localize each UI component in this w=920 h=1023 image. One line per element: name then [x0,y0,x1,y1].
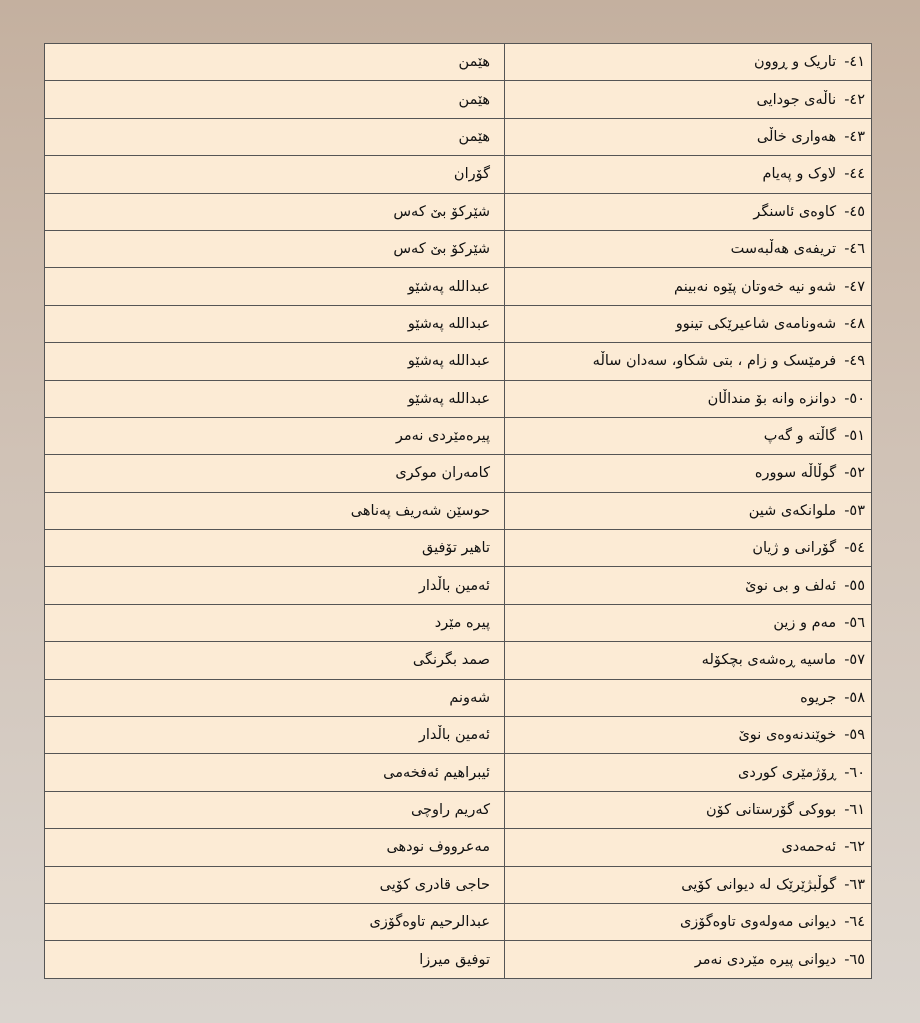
author-name: کامەران موکری [395,465,490,482]
author-cell [45,268,505,305]
row-number: ٤٦- [844,241,865,258]
book-title: تاریک و ڕوون [753,54,837,71]
book-title-cell [505,380,872,417]
book-title: دوانزه وانه بۆ منداڵان [707,390,837,407]
author-cell [45,941,505,978]
book-title: ئەلف و بی نوێ [745,577,837,594]
book-title: دیوانی مەولەوی تاوەگۆزی [679,914,837,931]
book-title-cell [505,567,872,604]
book-title-cell [505,455,872,492]
book-title: کاوەی ئاسنگر [753,203,837,220]
row-number: ٥٩- [844,727,865,744]
author-cell [45,754,505,791]
row-number: ٤٤- [844,166,865,183]
row-number: ٦٥- [844,951,865,968]
row-number: ٦٠- [844,764,865,781]
author-cell [45,866,505,903]
row-number: ٤٢- [844,91,865,108]
book-title-cell [505,156,872,193]
author-cell [45,81,505,118]
author-name: پیرەمێردی نەمر [395,428,490,445]
author-cell [45,530,505,567]
author-name: هێمن [458,91,490,108]
book-title-cell [505,754,872,791]
table-row [45,679,872,716]
author-cell [45,791,505,828]
row-number: ٥٨- [844,689,865,706]
table-row [45,717,872,754]
author-cell [45,455,505,492]
table-row [45,754,872,791]
row-number: ٦٤- [844,914,865,931]
book-title-cell [505,941,872,978]
table-row [45,866,872,903]
author-cell [45,156,505,193]
author-cell [45,567,505,604]
book-title: ناڵەی جودایی [756,91,837,108]
author-name: پیره مێرد [434,615,490,632]
row-number: ٥٦- [844,615,865,632]
row-number: ٥٥- [844,577,865,594]
book-title: گۆرانی و ژیان [752,540,837,557]
table-row [45,791,872,828]
book-title: هەواری خاڵی [756,128,837,145]
book-title: شەو نیە خەوتان پێوە نەبینم [674,278,837,295]
row-number: ٤٨- [844,315,865,332]
book-title-cell [505,492,872,529]
book-title-cell [505,230,872,267]
author-cell [45,903,505,940]
book-title: جریوه [800,689,837,706]
row-number: ٤٩- [844,353,865,370]
book-title: خوێندنەوەی نوێ [738,727,837,744]
author-name: توفیق میرزا [419,951,490,968]
author-name: ئیبراهیم ئەفخەمی [383,764,490,781]
book-title: فرمێسک و زام ، بتی شکاو، سەدان ساڵە [592,353,837,370]
author-name: ئەمین باڵدار [418,727,490,744]
author-cell [45,230,505,267]
author-name: مەعرووف نودهی [386,839,490,856]
table-row [45,305,872,342]
author-name: شەونم [449,689,490,706]
row-number: ٥٤- [844,540,865,557]
author-name: کەریم راوچی [410,802,490,818]
book-title-cell [505,193,872,230]
author-cell [45,380,505,417]
author-cell [45,829,505,866]
author-name: عبداللە پەشێو [407,353,490,370]
table-row [45,193,872,230]
table-row [45,81,872,118]
book-title-cell [505,866,872,903]
book-title-cell [505,791,872,828]
book-title-cell [505,829,872,866]
book-title-cell [505,679,872,716]
table-row [45,156,872,193]
author-cell [45,343,505,380]
book-title: ئەحمەدی [781,839,837,856]
author-name: گۆران [453,166,490,183]
author-name: عبدالرحیم تاوەگۆزی [369,914,490,931]
books-table [44,43,872,979]
author-cell [45,679,505,716]
author-name: عبداللە پەشێو [407,390,490,407]
book-title: ڕۆژمێری کوردی [738,764,837,781]
book-title: لاوک و پەیام [762,166,837,183]
author-cell [45,305,505,342]
table-row [45,829,872,866]
table-row [45,530,872,567]
table-row [45,492,872,529]
table-row [45,417,872,454]
book-title-cell [505,118,872,155]
row-number: ٥٢- [844,465,865,482]
author-cell [45,118,505,155]
book-title: تریفەی هەڵبەست [730,241,837,258]
book-title: گوڵبژێرێک له دیوانی کۆیی [681,876,837,893]
row-number: ٥٧- [844,652,865,669]
author-name: شێرکۆ بێ کەس [393,203,490,220]
row-number: ٤٥- [844,203,865,220]
row-number: ٥٣- [844,502,865,519]
table-row [45,230,872,267]
book-title: شەونامەی شاعیرێکی تینوو [675,315,837,332]
book-title: بووکی گۆرستانی کۆن [705,802,837,818]
row-number: ٥١- [844,428,865,445]
row-number: ٤٧- [844,278,865,295]
book-title: مەم و زین [773,615,837,632]
author-name: شێرکۆ بێ کەس [393,241,490,258]
author-name: ئەمین باڵدار [418,577,490,594]
book-title-cell [505,530,872,567]
author-cell [45,717,505,754]
book-title: ماسیه ڕەشەی بچکۆله [701,652,837,669]
table-row [45,941,872,978]
book-title-cell [505,604,872,641]
row-number: ٤٣- [844,128,865,145]
table-row [45,604,872,641]
table-row [45,343,872,380]
author-name: صمد بگرنگی [412,652,490,669]
book-title: دیوانی پیره مێردی نەمر [694,951,837,968]
table-row [45,903,872,940]
book-title-cell [505,44,872,81]
book-title-cell [505,417,872,454]
author-cell [45,492,505,529]
author-name: عبداللە پەشێو [407,315,490,332]
book-title-cell [505,717,872,754]
row-number: ٦١- [844,802,865,818]
book-title-cell [505,81,872,118]
author-name: عبداللە پەشێو [407,278,490,295]
book-title: ملوانکەی شین [748,502,837,519]
book-title-cell [505,305,872,342]
table-row [45,118,872,155]
table-row [45,268,872,305]
author-name: هێمن [458,54,490,71]
table-row [45,455,872,492]
author-name: حاجی قادری کۆیی [379,876,490,893]
author-cell [45,44,505,81]
table-body [45,44,872,979]
author-cell [45,642,505,679]
book-title: گوڵاڵه سووره [754,465,837,482]
book-title: گاڵته و گەپ [763,428,837,445]
row-number: ٦٢- [844,839,865,856]
book-title-cell [505,642,872,679]
row-number: ٥٠- [844,390,865,407]
table-row [45,380,872,417]
book-title-cell [505,268,872,305]
table-row [45,642,872,679]
author-cell [45,604,505,641]
author-cell [45,193,505,230]
author-name: تاهیر تۆفیق [421,540,490,557]
row-number: ٤١- [844,54,865,71]
author-cell [45,417,505,454]
table-row [45,567,872,604]
book-title-cell [505,903,872,940]
row-number: ٦٣- [844,876,865,893]
author-name: هێمن [458,128,490,145]
book-title-cell [505,343,872,380]
table-row [45,44,872,81]
author-name: حوسێن شەریف پەناهی [350,502,490,519]
